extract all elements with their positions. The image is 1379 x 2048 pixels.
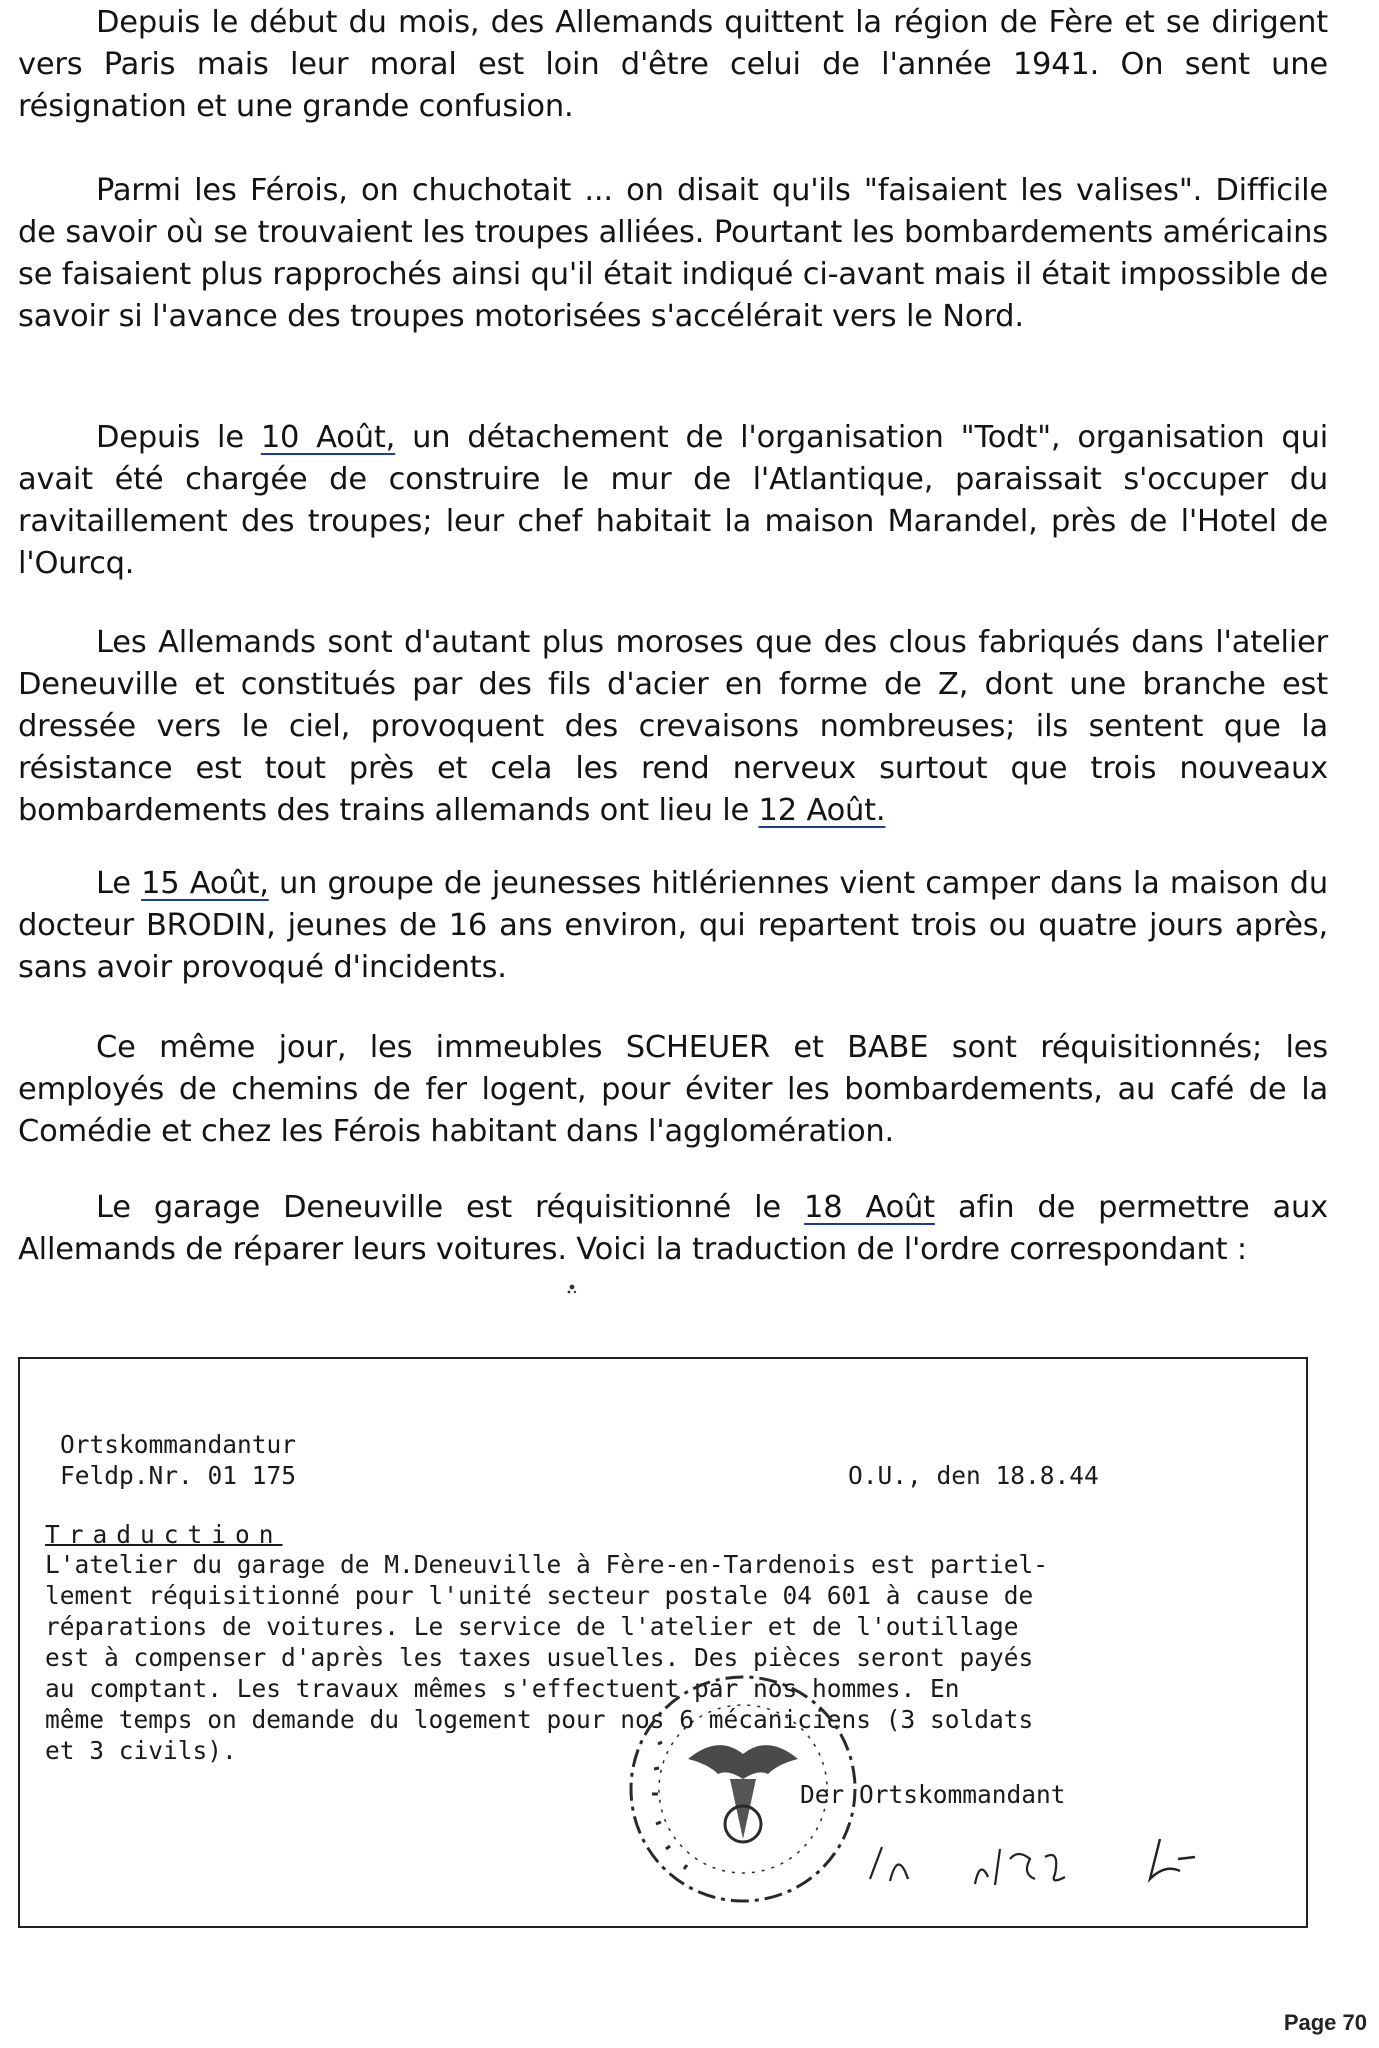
paragraph-3 [18, 417, 1328, 585]
order-place-date: O.U., den 18.8.44 [848, 1461, 1099, 1490]
date-15-aout: 15 Août, [141, 866, 269, 901]
paragraph-3-text-a: Depuis le [96, 420, 261, 455]
requisition-order-document [18, 1357, 1308, 1928]
paragraph-3-text-b: un détachement de l'organisation "Todt", organisation qui avait été chargée de construire le mur de l'Atlantique, paraissait s'occuper du ravitaillement des troupes; leur chef habitait la maison Marandel, près de l'Hotel de l'Ourcq. [18, 420, 1328, 581]
paragraph-2 [18, 170, 1328, 338]
paragraph-4-text: Les Allemands sont d'autant plus moroses que des clous fabriqués dans l'atelier Deneuville et constitués par des fils d'acier en forme de Z, dont une branche est dressée vers le ciel, provoquent des crevaisons nombreuses; ils sentent que la résistance est tout près et cela les rend nerveux surtout que trois nouveaux bombardements des trains allemands ont lieu le [18, 625, 1328, 828]
paragraph-4 [18, 622, 1328, 832]
handwritten-signature-icon [860, 1819, 1240, 1899]
paragraph-1 [18, 2, 1328, 128]
paragraph-7-text-a: Le garage Deneuville est réquisitionné le [96, 1190, 805, 1225]
eagle-stamp-icon [618, 1664, 868, 1914]
order-body-text: L'atelier du garage de M.Deneuville à Fère-en-Tardenois est partiel- lement réquisitionné pour l'unité secteur postale 04 601 à cause de réparations de voitures. Le service de l'atelier et de l'outillage est à compenser d'après les taxes usuelles. Des pièces seront payés au comptant. Les travaux mêmes s'effectuent par nos hommes. En même temps on demande du logement pour nos 6 mécaniciens (3 soldats et 3 civils). [45, 1550, 1049, 1765]
order-traduction-heading: Traduction [45, 1520, 283, 1549]
paragraph-7 [18, 1187, 1328, 1271]
paragraph-7-text-b: afin de permettre aux Allemands de réparer leurs voitures. Voici la traduction de l'ordre correspondant : [18, 1190, 1329, 1267]
paragraph-5 [18, 863, 1328, 989]
date-18-aout: 18 Août [804, 1190, 935, 1225]
paragraph-2-text: Parmi les Férois, on chuchotait ... on disait qu'ils "faisaient les valises". Difficile de savoir où se trouvaient les troupes alliées. Pourtant les bombardements américains se faisaient plus rapprochés ainsi qu'il était indiqué ci-avant mais il était impossible de savoir si l'avance des troupes motorisées s'accélérait vers le Nord. [18, 173, 1328, 334]
paragraph-6-text: Ce même jour, les immeubles SCHEUER et BABE sont réquisitionnés; les employés de chemins de fer logent, pour éviter les bombardements, au café de la Comédie et chez les Férois habitant dans l'agglomération. [18, 1030, 1328, 1149]
paragraph-5-text-b: un groupe de jeunesses hitlériennes vient camper dans la maison du docteur BRODIN, jeunes de 16 ans environ, qui repartent trois ou quatre jours après, sans avoir provoqué d'incidents. [18, 866, 1328, 985]
paragraph-6 [18, 1027, 1328, 1153]
date-10-aout: 10 Août, [260, 420, 396, 455]
paragraph-1-text: Depuis le début du mois, des Allemands quittent la région de Fère et se dirigent vers Paris mais leur moral est loin d'être celui de l'année 1941. On sent une résignation et une grande confusion. [18, 5, 1328, 124]
order-signatory: Der Ortskommandant [800, 1780, 1066, 1809]
order-header-line-2: Feldp.Nr. 01 175 [60, 1461, 297, 1490]
page-number: Page 70 [1283, 2010, 1367, 2035]
paragraph-5-text-a: Le [96, 866, 142, 901]
ink-speck-icon [565, 1282, 579, 1296]
order-header-line-1: Ortskommandantur [60, 1430, 297, 1459]
date-12-aout: 12 Août. [758, 793, 886, 828]
